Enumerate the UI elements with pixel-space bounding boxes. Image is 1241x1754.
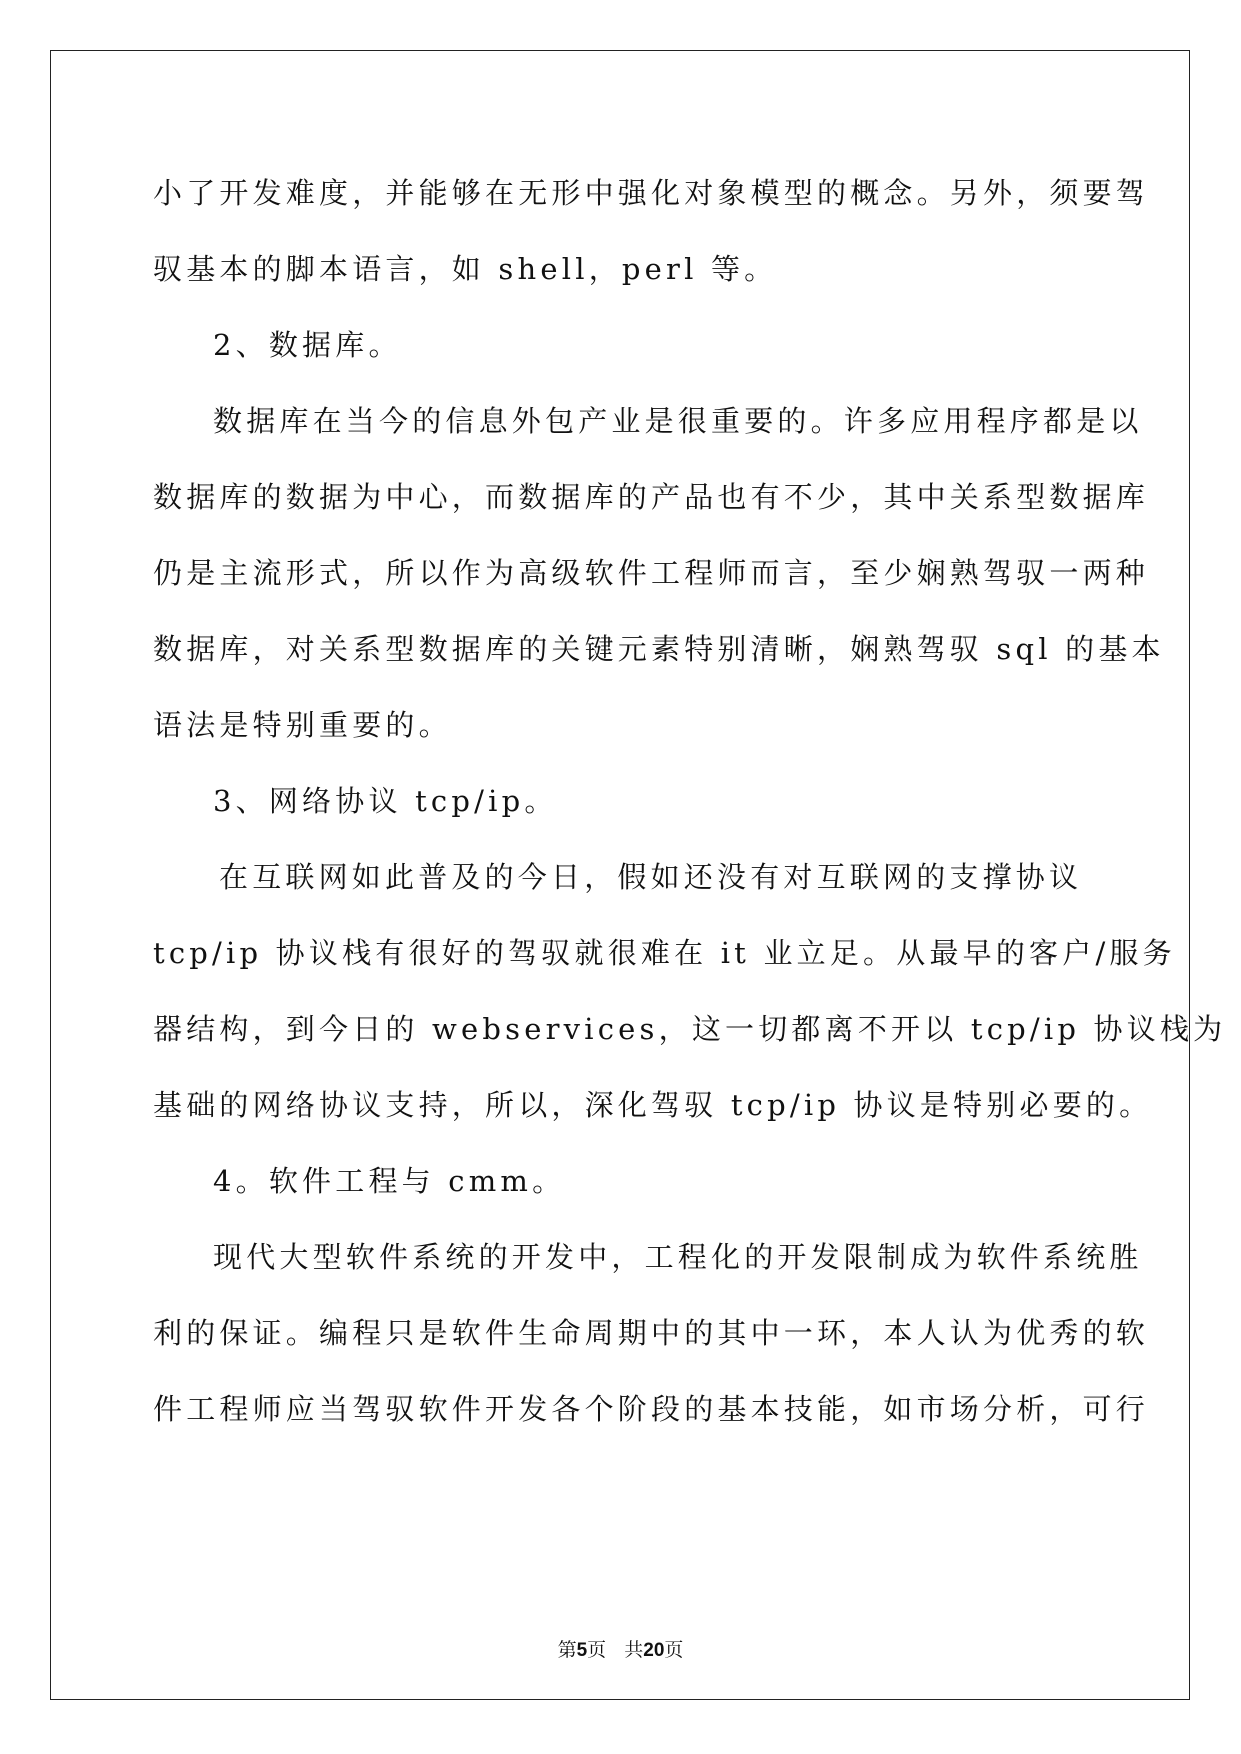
text-line: 现代大型软件系统的开发中，工程化的开发限制成为软件系统胜 — [213, 1240, 1143, 1274]
text-line: 在互联网如此普及的今日，假如还没有对互联网的支撑协议 — [219, 860, 1083, 894]
footer-middle: 页 共 — [587, 1639, 644, 1661]
text-line: 基础的网络协议支持，所以，深化驾驭 tcp/ip 协议是特别必要的。 — [153, 1088, 1153, 1122]
footer-suffix: 页 — [664, 1639, 684, 1661]
section-heading: 2、数据库。 — [213, 328, 402, 362]
section-heading: 4。软件工程与 cmm。 — [213, 1164, 566, 1198]
text-line: tcp/ip 协议栈有很好的驾驭就很难在 it 业立足。从最早的客户/服务 — [153, 936, 1176, 970]
section-heading: 3、网络协议 tcp/ip。 — [213, 784, 558, 818]
current-page-number: 5 — [576, 1640, 588, 1661]
page-footer — [0, 1635, 1241, 1662]
text-line: 利的保证。编程只是软件生命周期中的其中一环，本人认为优秀的软 — [153, 1316, 1150, 1350]
total-pages-number: 20 — [643, 1640, 665, 1661]
text-line: 件工程师应当驾驭软件开发各个阶段的基本技能，如市场分析，可行 — [153, 1392, 1150, 1426]
text-line: 数据库在当今的信息外包产业是很重要的。许多应用程序都是以 — [213, 404, 1143, 438]
text-line: 语法是特别重要的。 — [153, 708, 452, 742]
document-body — [153, 155, 1227, 1447]
text-line: 数据库的数据为中心，而数据库的产品也有不少，其中关系型数据库 — [153, 480, 1150, 514]
text-line: 仍是主流形式，所以作为高级软件工程师而言，至少娴熟驾驭一两种 — [153, 556, 1150, 590]
text-line: 数据库，对关系型数据库的关键元素特别清晰，娴熟驾驭 sql 的基本 — [153, 632, 1165, 666]
text-line: 小了开发难度，并能够在无形中强化对象模型的概念。另外，须要驾 — [153, 176, 1150, 210]
text-line: 驭基本的脚本语言，如 shell，perl 等。 — [153, 252, 778, 286]
footer-prefix: 第 — [557, 1639, 577, 1661]
text-line: 器结构，到今日的 webservices，这一切都离不开以 tcp/ip 协议栈为 — [153, 1012, 1227, 1046]
